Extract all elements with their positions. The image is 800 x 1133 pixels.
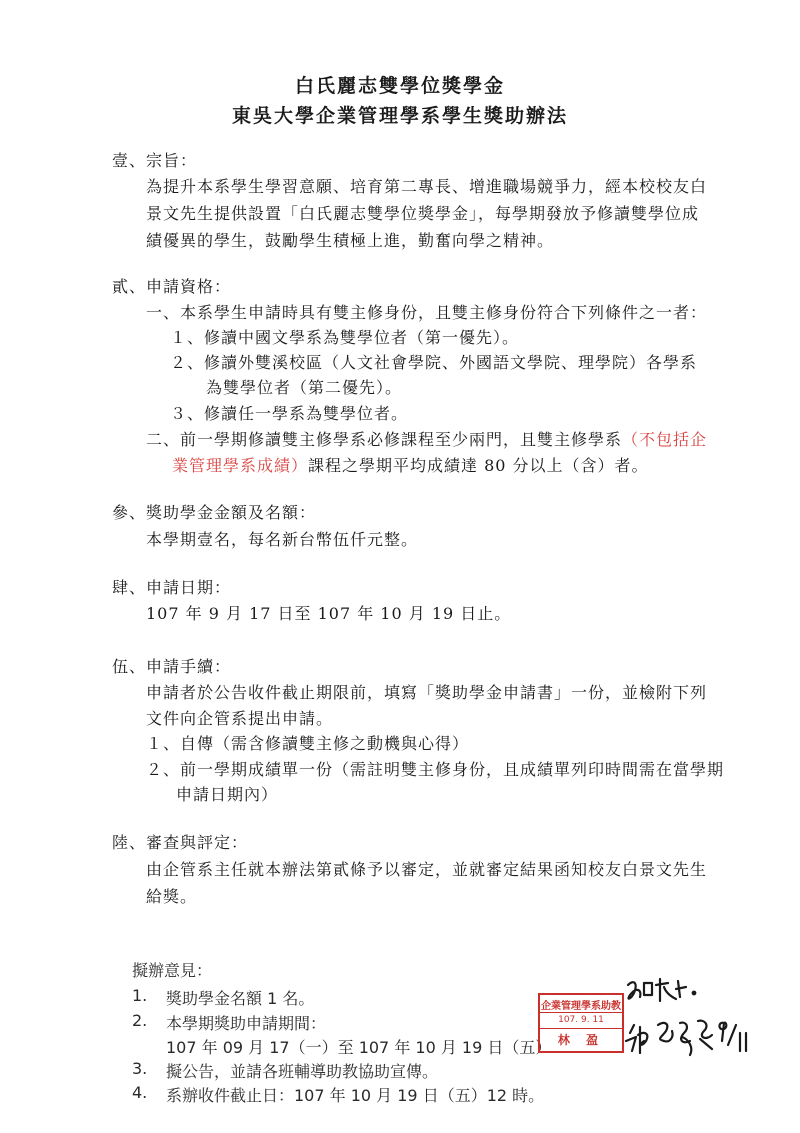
stamp-name: 林 盈 (557, 1033, 605, 1047)
stamp-divider (540, 1028, 622, 1029)
opinion-item-text: 擬公告，並請各班輔導助教協助宣傳。 (166, 1062, 439, 1081)
section-5-doc-1: １、自傳（需含修讀雙主修之動機與心得） (146, 734, 470, 753)
stamp-divider (540, 1012, 622, 1013)
doc-title-line1: 白氏麗志雙學位獎學金 (294, 75, 505, 97)
section-2-item-2-highlight: （不包括企 (622, 430, 708, 449)
doc-title-line2: 東吳大學企業管理學系學生獎助辦法 (231, 105, 568, 127)
section-2-item-2-cont (172, 453, 649, 476)
section-1-line: 績優異的學生，鼓勵學生積極上進，勤奮向學之精神。 (146, 231, 555, 250)
section-5-line: 文件向企管系提出申請。 (146, 709, 334, 728)
section-2-item-2-tail: 課程之學期平均成績達 80 分以上（含）者。 (308, 456, 649, 475)
section-6-line: 給獎。 (146, 887, 198, 906)
opinion-item-text: 獎助學金名額 1 名。 (166, 989, 315, 1008)
section-2-item-2-highlight-cont: 業管理學系成績） (172, 456, 309, 475)
opinion-item-number: 2. (132, 1011, 148, 1030)
opinion-item-text: 系辦收件截止日：107 年 10 月 19 日（五）12 時。 (166, 1086, 545, 1105)
section-5-heading: 伍、申請手續： (112, 657, 232, 676)
section-3-line: 本學期壹名，每名新台幣伍仟元整。 (146, 530, 419, 549)
section-4-heading: 肆、申請日期： (112, 578, 232, 597)
section-5-doc-2-cont: 申請日期內） (176, 785, 279, 804)
section-6-line: 由企管系主任就本辦法第貳條予以審定，並就審定結果函知校友白景文先生 (146, 860, 708, 879)
section-1-line: 景文先生提供設置「白氏麗志雙學位獎學金」，每學期發放予修讀雙學位成 (146, 204, 700, 223)
section-2-item-2-text: 二、前一學期修讀雙主修學系必修課程至少兩門，且雙主修學系 (146, 430, 623, 449)
opinion-item-text-cont: 107 年 09 月 17（一）至 107 年 10 月 19 日（五） (166, 1038, 552, 1057)
stamp-date: 107. 9. 11 (558, 1015, 604, 1025)
department-stamp (538, 993, 624, 1053)
section-2-heading: 貳、申請資格： (112, 277, 232, 296)
opinion-item-text: 本學期獎助申請期間： (166, 1014, 327, 1033)
section-2-sub-2-cont: 為雙學位者（第二優先）。 (206, 378, 403, 397)
opinion-item-number: 1. (132, 986, 148, 1005)
section-4-line: 107 年 9 月 17 日至 107 年 10 月 19 日止。 (146, 604, 512, 623)
section-5-line: 申請者於公告收件截止期限前，填寫「獎助學金申請書」一份，並檢附下列 (146, 683, 708, 702)
section-2-sub-3: ３、修讀任一學系為雙學位者。 (170, 404, 409, 423)
stamp-org: 企業管理學系助教 (541, 1001, 621, 1012)
handwritten-signature (620, 975, 770, 1065)
section-5-doc-2: ２、前一學期成績單一份（需註明雙主修身份，且成績單列印時間需在當學期 (146, 760, 725, 779)
section-6-heading: 陸、審查與評定： (112, 833, 249, 852)
section-1-heading: 壹、宗旨： (112, 151, 198, 170)
section-1-line: 為提升本系學生學習意願、培育第二專長、增進職場競爭力，經本校校友白 (146, 177, 708, 196)
section-2-item-2 (146, 427, 707, 450)
section-2-item-1: 一、本系學生申請時具有雙主修身份，且雙主修身份符合下列條件之一者： (146, 303, 708, 322)
section-3-heading: 參、獎助學金金額及名額： (112, 503, 317, 522)
section-2-sub-2: ２、修讀外雙溪校區（人文社會學院、外國語文學院、理學院）各學系 (170, 353, 698, 372)
opinion-heading: 擬辦意見： (132, 961, 213, 980)
opinion-item-number: 4. (132, 1083, 148, 1102)
section-2-sub-1: １、修讀中國文學系為雙學位者（第一優先）。 (170, 328, 520, 347)
opinion-item-number: 3. (132, 1059, 148, 1078)
